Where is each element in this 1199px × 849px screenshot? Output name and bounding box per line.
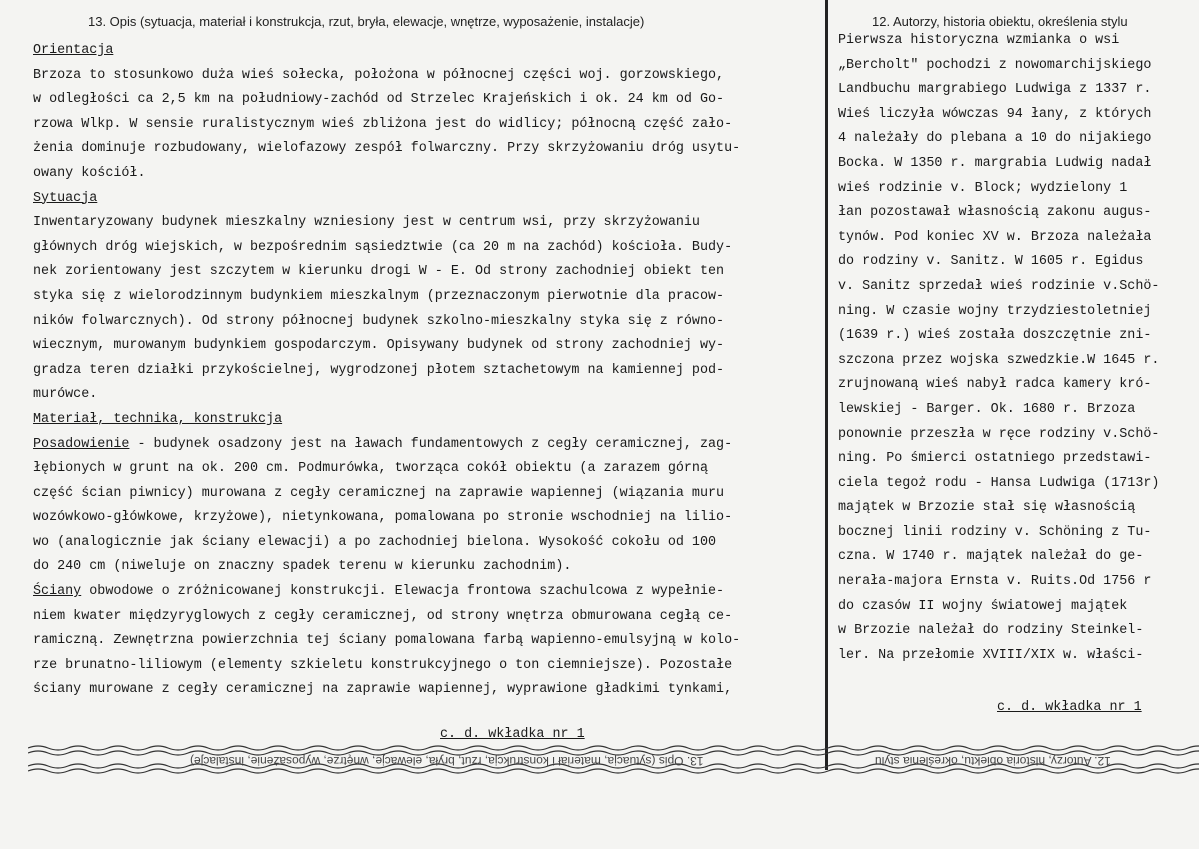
text-line: ning. Po śmierci ostatniego przedstawi- bbox=[838, 451, 1152, 467]
text-line: tynów. Pod koniec XV w. Brzoza należała bbox=[838, 229, 1152, 245]
text-line: Pierwsza historyczna wzmianka o wsi bbox=[838, 33, 1120, 48]
left-column-header: 13. Opis (sytuacja, materiał i konstrukcja, rzut, bryła, elewacje, wnętrze, wyposażenie, instalacje) bbox=[88, 14, 645, 29]
text-line: niem kwater międzyryglowych z cegły ceramicznej, od strony wnętrza obmurowana cegłą ce- bbox=[33, 608, 733, 624]
text-line: Posadowienie - budynek osadzony jest na ławach fundamentowych z cegły ceramicznej, zag- bbox=[33, 436, 733, 452]
continuation-note-left: c. d. wkładka nr 1 bbox=[440, 727, 585, 742]
text-line: ning. W czasie wojny trzydziestoletniej bbox=[838, 303, 1152, 319]
text-line: 4 należały do plebana a 10 do nijakiego bbox=[838, 131, 1152, 147]
text-line: ściany murowane z cegły ceramicznej na zaprawie wapiennej, wyprawione gładkimi tynkami, bbox=[33, 682, 733, 698]
text-line: część ścian piwnicy) murowana z cegły ceramicznej na zaprawie wapiennej (wiązania muru bbox=[33, 485, 725, 501]
continuation-note-right: c. d. wkładka nr 1 bbox=[997, 700, 1142, 715]
text-line: łan pozostawał własnością zakonu augus- bbox=[838, 205, 1152, 221]
text-line: wiecznym, murowanym budynkiem gospodarczym. Opisywany budynek od strony zachodniej wy- bbox=[33, 338, 725, 354]
text-line: rzowa Wlkp. W sensie ruralistycznym wieś zbliżona jest do widlicy; północną część zało- bbox=[33, 116, 733, 132]
text-line: w Brzozie należał do rodziny Steinkel- bbox=[838, 623, 1144, 639]
right-column-header: 12. Autorzy, historia obiektu, określenia stylu bbox=[872, 14, 1128, 29]
text-line: w odległości ca 2,5 km na południowy-zachód od Strzelec Krajeńskich i ok. 24 km od Go- bbox=[33, 92, 725, 108]
text-line: Wieś liczyła wówczas 94 łany, z których bbox=[838, 106, 1152, 122]
text-line: nek zorientowany jest szczytem w kierunku drogi W - E. Od strony zachodniej obiekt ten bbox=[33, 264, 725, 280]
text-line: Orientacja bbox=[33, 43, 114, 58]
text-line: ciela tegoż rodu - Hansa Ludwiga (1713r) bbox=[838, 475, 1160, 491]
text-line: ników folwarcznych). Od strony północnej budynek szkolno-mieszkalny styka się z równo- bbox=[33, 313, 725, 329]
text-line: owany kościół. bbox=[33, 165, 146, 181]
text-line: Brzoza to stosunkowo duża wieś sołecka, położona w północnej części woj. gorzowskiego, bbox=[33, 67, 725, 83]
history-text bbox=[838, 29, 1195, 668]
text-line: łębionych w grunt na ok. 200 cm. Podmurówka, tworząca cokół obiektu (a zarazem górną bbox=[33, 461, 708, 477]
column-divider bbox=[825, 0, 828, 770]
text-line: bocznej linii rodziny v. Schöning z Tu- bbox=[838, 524, 1152, 540]
text-line: głównych dróg wiejskich, w bezpośrednim sąsiedztwie (ca 20 m na zachód) kościoła. Budy- bbox=[33, 239, 733, 255]
text-line: nerała-majora Ernsta v. Ruits.Od 1756 r bbox=[838, 574, 1152, 590]
text-line: lewskiej - Barger. Ok. 1680 r. Brzoza bbox=[838, 401, 1136, 417]
text-line: (1639 r.) wieś została doszczętnie zni- bbox=[838, 328, 1152, 344]
text-line: wozówkowo-główkowe, krzyżowe), nietynkowana, pomalowana po stronie wschodniej na lilio- bbox=[33, 510, 733, 526]
text-line: ramiczną. Zewnętrzna powierzchnia tej ściany pomalowana farbą wapienno-emulsyjną w kolo- bbox=[33, 633, 741, 649]
subsection-label: Ściany bbox=[33, 584, 82, 600]
text-line: Ściany obwodowe o zróżnicowanej konstrukcji. Elewacja frontowa szachulcowa z wypełnie- bbox=[33, 584, 725, 600]
text-line: Materiał, technika, konstrukcja bbox=[33, 411, 283, 427]
mirrored-header-right: 12. Autorzy, historia obiektu, określenia stylu bbox=[875, 754, 1111, 768]
text-line: do rodziny v. Sanitz. W 1605 r. Egidus bbox=[838, 254, 1144, 270]
subsection-label: Posadowienie bbox=[33, 436, 130, 452]
description-text bbox=[33, 39, 803, 703]
text-line: wieś rodzinie v. Block; wydzielony 1 bbox=[838, 180, 1128, 196]
text-line: ler. Na przełomie XVIII/XIX w. właści- bbox=[838, 647, 1144, 663]
text-line: murówce. bbox=[33, 387, 98, 403]
text-line: Inwentaryzowany budynek mieszkalny wzniesiony jest w centrum wsi, przy skrzyżowaniu bbox=[33, 215, 700, 231]
text-line: zrujnowaną wieś nabył radca kamery kró- bbox=[838, 377, 1152, 393]
text-line: majątek w Brzozie stał się własnością bbox=[838, 500, 1136, 516]
text-line: Bocka. W 1350 r. margrabia Ludwig nadał bbox=[838, 155, 1152, 171]
text-line: wo (analogicznie jak ściany elewacji) a po zachodniej bielona. Wysokość cokołu od 100 bbox=[33, 534, 717, 550]
text-line: Sytuacja bbox=[33, 190, 98, 206]
text-line: v. Sanitz sprzedał wieś rodzinie v.Schö- bbox=[838, 278, 1160, 294]
text-line: ponownie przeszła w ręce rodziny v.Schö- bbox=[838, 426, 1160, 442]
text-line: styka się z wielorodzinnym budynkiem mieszkalnym (przeznaczonym pierwotnie dla pracow- bbox=[33, 288, 725, 304]
text-line: „Bercholt" pochodzi z nowomarchijskiego bbox=[838, 57, 1152, 73]
text-line: żenia dominuje rozbudowany, wielofazowy zespół folwarczny. Przy skrzyżowaniu dróg usytu- bbox=[33, 141, 741, 157]
text-line: szczona przez wojska szwedzkie.W 1645 r. bbox=[838, 352, 1160, 368]
text-line: Landbuchu margrabiego Ludwiga z 1337 r. bbox=[838, 82, 1152, 98]
text-line: czna. W 1740 r. majątek należał do ge- bbox=[838, 549, 1144, 565]
text-line: rze brunatno-liliowym (elementy szkieletu konstrukcyjnego o ton ciemniejsze). Pozostałe bbox=[33, 657, 733, 673]
text-line: do czasów II wojny światowej majątek bbox=[838, 598, 1128, 614]
mirrored-header-left: 13. Opis (sytuacja, materiał i konstrukcja, rzut, bryła, elewacje, wnętrze, wyposażenie, instalacje) bbox=[190, 754, 704, 768]
text-line: gradza teren działki przykościelnej, wygrodzonej płotem sztachetowym na kamiennej pod- bbox=[33, 362, 725, 378]
text-line: do 240 cm (niweluje on znaczny spadek terenu w kierunku zachodnim). bbox=[33, 559, 572, 575]
